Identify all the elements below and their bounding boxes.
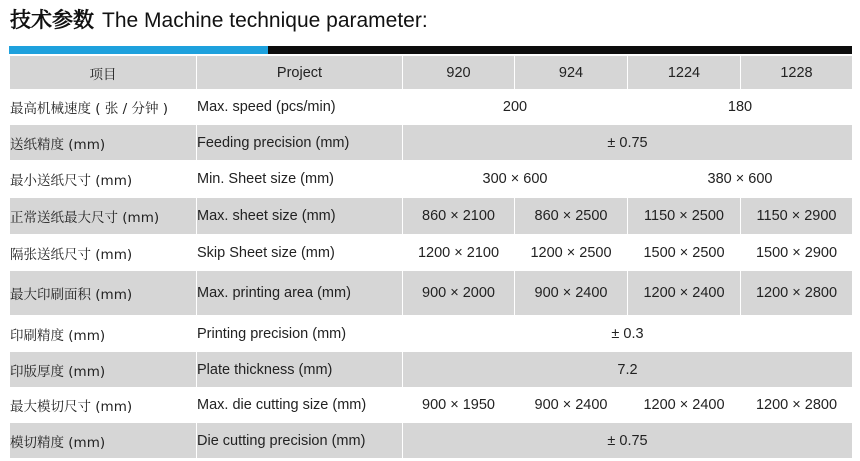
header-model-924: 924 [515,56,628,90]
table-row-feeding-precision [10,125,853,161]
row-label-cn: 最小送纸尺寸 (mm) [10,161,197,198]
value-920-924: 300 × 600 [403,161,628,198]
table-row-max-sheet-size [10,198,853,235]
row-label-cn: 模切精度 (mm) [10,423,197,459]
value-920: 1200 × 2100 [403,235,515,271]
table-row-plate-thickness [10,352,853,388]
header-project: Project [197,56,403,90]
row-label-en: Skip Sheet size (mm) [197,235,403,271]
row-label-en: Max. die cutting size (mm) [197,388,403,423]
value-1224: 1150 × 2500 [628,198,741,235]
value-all-models: ± 0.3 [403,316,853,352]
divider-dark-segment [268,46,852,54]
spec-table [9,55,853,459]
value-all-models: 7.2 [403,352,853,388]
value-1224-1228: 380 × 600 [628,161,853,198]
row-label-cn: 最大印刷面积 (mm) [10,271,197,316]
value-1228: 1500 × 2900 [741,235,853,271]
row-label-en: Max. sheet size (mm) [197,198,403,235]
value-all-models: ± 0.75 [403,423,853,459]
value-924: 900 × 2400 [515,388,628,423]
row-label-cn: 隔张送纸尺寸 (mm) [10,235,197,271]
row-label-en: Max. printing area (mm) [197,271,403,316]
row-label-cn: 印刷精度 (mm) [10,316,197,352]
table-row-max-speed [10,90,853,125]
value-1228: 1150 × 2900 [741,198,853,235]
row-label-en: Max. speed (pcs/min) [197,90,403,125]
row-label-cn: 印版厚度 (mm) [10,352,197,388]
row-label-en: Min. Sheet size (mm) [197,161,403,198]
value-920-924: 200 [403,90,628,125]
header-model-920: 920 [403,56,515,90]
header-model-1224: 1224 [628,56,741,90]
row-label-en: Feeding precision (mm) [197,125,403,161]
table-row-skip-sheet-size [10,235,853,271]
row-label-en: Plate thickness (mm) [197,352,403,388]
value-924: 900 × 2400 [515,271,628,316]
row-label-cn: 最高机械速度 ( 张 / 分钟 ) [10,90,197,125]
value-920: 900 × 1950 [403,388,515,423]
row-label-cn: 送纸精度 (mm) [10,125,197,161]
header-item: 项目 [10,56,197,90]
value-1228: 1200 × 2800 [741,388,853,423]
value-924: 1200 × 2500 [515,235,628,271]
table-row-max-printing-area [10,271,853,316]
page-title [10,4,428,38]
title-english: The Machine technique parameter: [102,9,428,32]
row-label-cn: 正常送纸最大尺寸 (mm) [10,198,197,235]
value-1228: 1200 × 2800 [741,271,853,316]
value-1224: 1200 × 2400 [628,271,741,316]
value-920: 900 × 2000 [403,271,515,316]
header-model-1228: 1228 [741,56,853,90]
value-924: 860 × 2500 [515,198,628,235]
row-label-en: Die cutting precision (mm) [197,423,403,459]
header-divider-bar [9,46,852,54]
value-920: 860 × 2100 [403,198,515,235]
table-header-row [10,56,853,90]
row-label-en: Printing precision (mm) [197,316,403,352]
table-row-die-cutting-precision [10,423,853,459]
value-1224: 1200 × 2400 [628,388,741,423]
table-row-max-die-cutting-size [10,388,853,423]
value-1224-1228: 180 [628,90,853,125]
title-chinese: 技术参数 [10,8,94,32]
table-row-printing-precision [10,316,853,352]
value-1224: 1500 × 2500 [628,235,741,271]
table-row-min-sheet-size [10,161,853,198]
row-label-cn: 最大模切尺寸 (mm) [10,388,197,423]
divider-accent-segment [9,46,268,54]
value-all-models: ± 0.75 [403,125,853,161]
